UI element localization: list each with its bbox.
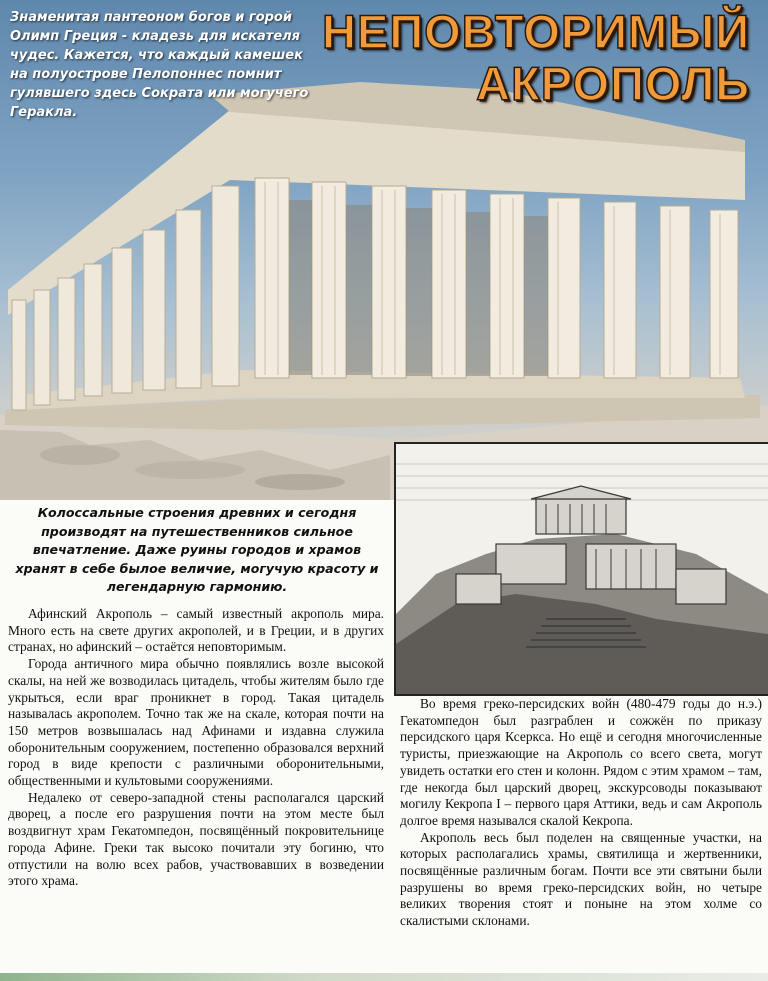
page-title: [322, 6, 750, 110]
right-paragraph-2: Акрополь весь был поделен на священные участки, на которых располагались храмы, святилища и жертвенники, посвящённые различным богам. Почти все эти святыни были разрушены во время греко-персидских войн, но четыре великих творения стоят и поныне на этом холме со скалистыми склонами.: [400, 829, 762, 929]
left-paragraph-3: Недалеко от северо-западной стены располагался царский дворец, а после его разрушения почти на этом месте был воздвигнут храм Гекатомпедон, посвящённый покровительнице города Афине. Греки так высоко почитали эту богиню, что отпустили на волю всех рабов, участвовавших в возведении этого храма.: [8, 789, 384, 889]
bottom-decor-strip: [0, 973, 768, 981]
left-column: [8, 606, 384, 890]
title-line-1: НЕПОВТОРИМЫЙ: [322, 5, 750, 58]
acropolis-engraving-drawing: [396, 444, 768, 694]
acropolis-engraving: [394, 442, 768, 696]
left-paragraph-2: Города античного мира обычно появлялись возле высокой скалы, на ней же возводилась цитадель, чтобы жителям было где укрыться, если враг проникнет в город. Такая цитадель называлась акрополем. Точно так же на скале, которая почти на 150 метров возвышалась над Афинами и издавна служила оборонительным сооружением, постепенно образовался верхний город в виде крепости с различными оборонительными, общественными и культовыми сооружениями.: [8, 656, 384, 789]
right-column: [400, 696, 762, 930]
title-line-2: АКРОПОЛЬ: [476, 57, 750, 110]
lead-paragraph: Колоссальные строения древних и сегодня производят на путешественников сильное впечатление. Даже руины городов и храмов хранят в себе былое величие, могучую красоту и легендарную гармонию.: [15, 505, 379, 594]
right-paragraph-1: Во время греко-персидских войн (480-479 годы до н.э.) Гекатомпедон был разграблен и сожжён по приказу персидского царя Ксеркса. Но ещё и сегодня многочисленные туристы, приезжающие на Акрополь со всего света, могут увидеть остатки его стен и колонн. Рядом с этим храмом – там, где некогда был царский дворец, экскурсоводы показывают могилу Кекропа I – первого царя Аттики, ведь и сам Акрополь долгое время назывался скалой Кекропа.: [400, 696, 762, 828]
intro-text: Знаменитая пантеоном богов и горой Олимп Греция - кладезь для искателя чудес. Кажется, что каждый камешек на полуострове Пелопоннес помнит гулявшего здесь Сократа или могучего Геракла.: [10, 10, 309, 120]
left-paragraph-1: Афинский Акрополь – самый известный акрополь мира. Много есть на свете других акрополей, и в Греции, и в других странах, но афинский – остаётся неповторимым.: [8, 606, 384, 655]
